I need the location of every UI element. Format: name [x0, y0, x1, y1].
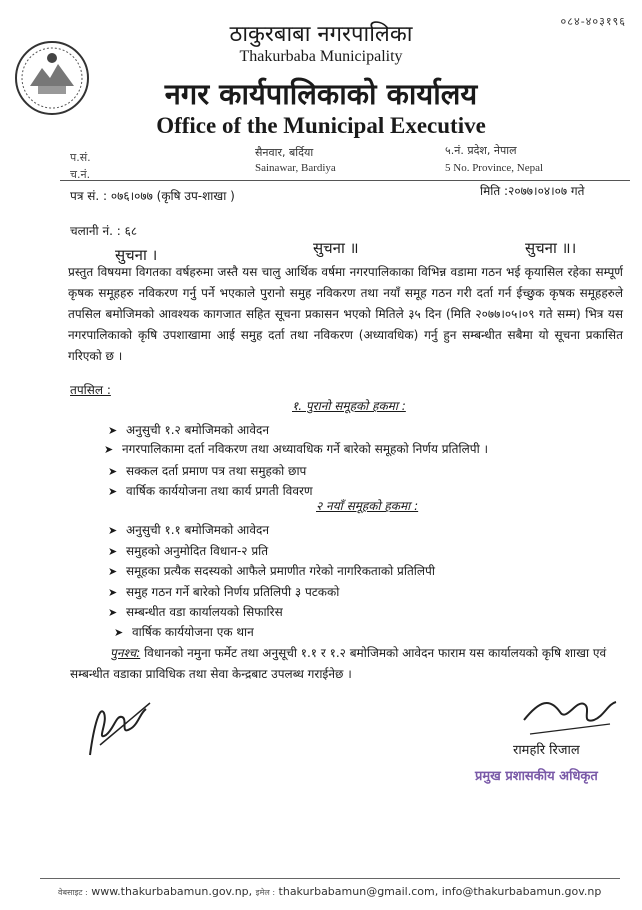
list-item: ➤ वार्षिक कार्ययोजना तथा कार्य प्रगती विवरण [108, 484, 313, 498]
header-divider [60, 180, 630, 181]
signer-title-stamp: प्रमुख प्रशासकीय अधिकृत [475, 769, 598, 784]
province-nepali: ५.नं. प्रदेश, नेपाल [445, 144, 517, 157]
list-item: ➤ अनुसुची १.१ बमोजिमको आवेदन [108, 523, 270, 537]
chalani-label: च.नं. [70, 168, 91, 181]
footer [58, 885, 601, 898]
postscript-label: पुनश्च: [110, 646, 141, 660]
section-new-groups-heading: २ नयाँ समूहको हकमा : [316, 499, 419, 513]
postscript [70, 643, 620, 685]
arrow-bullet-icon: ➤ [108, 424, 118, 437]
postscript-text: विधानको नमुना फर्मेट तथा अनुसूची १.१ र १.२ बमोजिमको आवेदन फाराम यस कार्यालयको कृषि शाखा एवं सम्बन्धीत वडाका प्राविधिक तथा सेवा केन्द्रबाट उपलब्ध गराईनेछ । [70, 646, 607, 681]
office-name-english: Office of the Municipal Executive [156, 113, 486, 138]
province-english: 5 No. Province, Nepal [445, 162, 544, 174]
arrow-bullet-icon: ➤ [108, 485, 118, 498]
letter-number: पत्र सं. : ०७६।०७७ (कृषि उप-शाखा ) [70, 189, 235, 203]
office-name-nepali: नगर कार्यपालिकाको कार्यालय [164, 77, 478, 111]
website-label: वेबसाइट : [58, 888, 88, 897]
municipality-name-english: Thakurbaba Municipality [239, 48, 403, 65]
notice-heading-2: सुचना ॥ [313, 239, 359, 257]
arrow-bullet-icon: ➤ [108, 524, 118, 537]
arrow-bullet-icon: ➤ [114, 626, 124, 639]
arrow-bullet-icon: ➤ [108, 606, 118, 619]
address-nepali: सैनवार, बर्दिया [255, 146, 314, 159]
signer-name: रामहरि रिजाल [513, 743, 580, 758]
reference-number: ०८४-४०३१९६ [560, 15, 626, 28]
list-item: ➤ नगरपालिकामा दर्ता नविकरण तथा अध्यावधिक गर्ने बारेको समूहको निर्णय प्रतिलिपी । [104, 442, 489, 456]
letter-date: मिति :२०७७।०४।०७ गते [480, 184, 585, 198]
handwritten-signature-right [520, 690, 620, 740]
tapsil-label: तपसिल : [70, 383, 111, 397]
address-english: Sainawar, Bardiya [255, 162, 336, 174]
arrow-bullet-icon: ➤ [104, 443, 114, 456]
footer-divider [40, 878, 620, 879]
email-label: इमेल : [255, 888, 276, 897]
list-item: ➤ वार्षिक कार्ययोजना एक थान [114, 625, 254, 639]
handwritten-signature-left [80, 695, 160, 765]
notice-heading-3: सुचना ॥। [525, 239, 577, 257]
list-item: ➤ सक्कल दर्ता प्रमाण पत्र तथा समुहको छाप [108, 464, 307, 478]
dispatch-number: चलानी नं. : ६८ [70, 224, 138, 238]
website-link[interactable]: www.thakurbabamun.gov.np, [91, 885, 253, 898]
list-item: ➤ समूहका प्रत्यैक सदस्यको आफैले प्रमाणीत गरेको नागरिकताको प्रतिलिपी [108, 564, 435, 578]
notice-paragraph: प्रस्तुत विषयमा विगतका वर्षहरुमा जस्तै यस चालु आर्थिक वर्षमा नगरपालिकाका विभिन्न वडामा गठन भई कृयासिल रहेका सम्पूर्ण कृषक समूहहरु नविकरण गर्नु पर्ने भएकाले पुरानो समुह नविकरण तथा नयाँ समूह गठन गरी दर्ता गर्न ईच्छुक कृषक समूहहरुले तपसिल बमोजिमको आवश्यक कागजात सहित सूचना प्रकासन भएको मितिले ३५ दिन (मिति २०७७।०५।०९ गते सम्म) भित्र यस नगरपालिकाको कृषि उपशाखामा आई समुह दर्ता तथा नविकरण (अध्यावधिक) गर्नु हुन सम्बन्धीत सबैमा यो सूचना प्रकासित गरिएको छ । [68, 265, 623, 363]
arrow-bullet-icon: ➤ [108, 586, 118, 599]
arrow-bullet-icon: ➤ [108, 545, 118, 558]
arrow-bullet-icon: ➤ [108, 465, 118, 478]
municipality-name-nepali: ठाकुरबाबा नगरपालिका [229, 22, 413, 47]
email-link[interactable]: thakurbabamun@gmail.com, info@thakurbabamun.gov.np [278, 885, 602, 898]
list-item: ➤ समुहको अनुमोदित विधान-२ प्रति [108, 544, 269, 558]
notice-heading-1: सुचना । [115, 246, 158, 264]
list-item: ➤ समुह गठन गर्ने बारेको निर्णय प्रतिलिपी ३ पटकको [108, 585, 340, 599]
arrow-bullet-icon: ➤ [108, 565, 118, 578]
section-old-groups-heading: १. पुरानो समूहको हकमा : [292, 399, 406, 413]
list-item: ➤ सम्बन्धीत वडा कार्यालयको सिफारिस [108, 605, 283, 619]
list-item: ➤ अनुसुची १.२ बमोजिमको आवेदन [108, 423, 270, 437]
patra-sankhya-label: प.सं. [70, 151, 91, 164]
